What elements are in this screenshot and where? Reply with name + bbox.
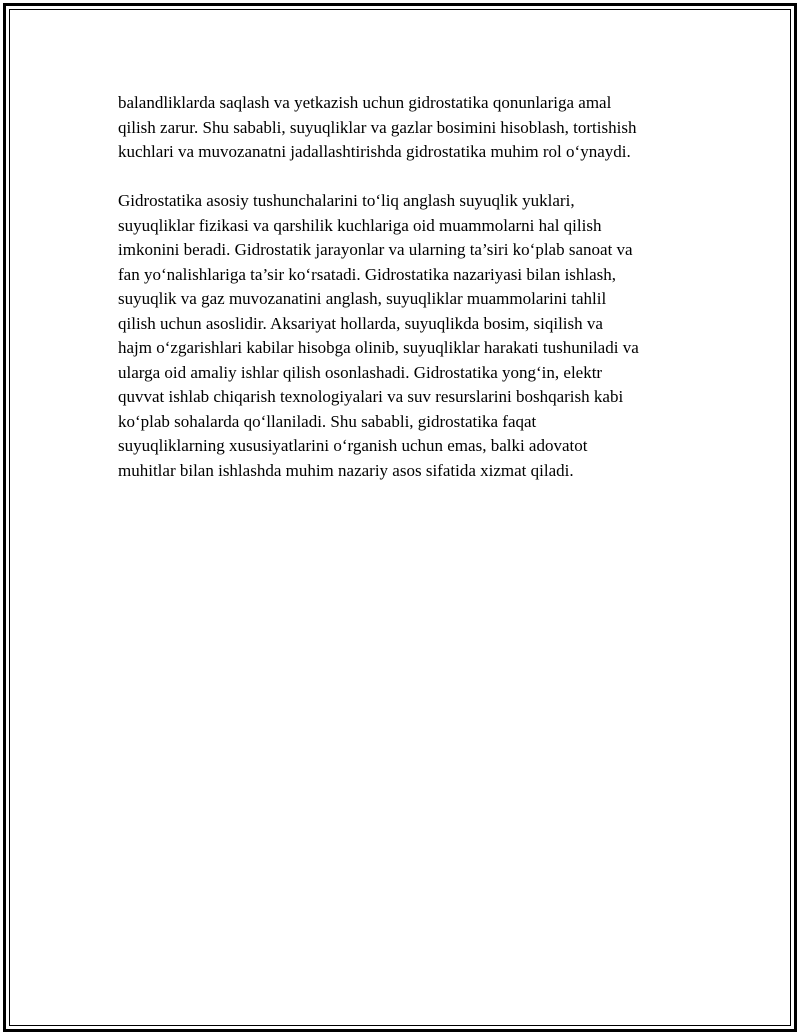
text-line: suyuqlik va gaz muvozanatini anglash, suyuqliklar muammolarini tahlil <box>118 289 607 308</box>
text-line: qilish uchun asoslidir. Aksariyat hollarda, suyuqlikda bosim, siqilish va <box>118 313 603 333</box>
text-line: ko‘plab sohalarda qo‘llaniladi. Shu sababli, gidrostatika faqat <box>118 411 537 431</box>
text-line: hajm o‘zgarishlari kabilar hisobga olinib, suyuqliklar harakati tushuniladi va <box>118 338 639 357</box>
text-line: suyuqliklar fizikasi va qarshilik kuchlariga oid muammolarni hal qilish <box>118 215 602 235</box>
paragraph-2 <box>118 189 698 483</box>
text-line: imkonini beradi. Gidrostatik jarayonlar va ularning ta’siri ko‘plab sanoat va <box>118 240 633 259</box>
text-line: balandliklarda saqlash va yetkazish uchun gidrostatika qonunlariga amal <box>118 93 612 112</box>
paragraph-1 <box>118 91 698 165</box>
text-line: fan yo‘nalishlariga ta’sir ko‘rsatadi. Gidrostatika nazariyasi bilan ishlash, <box>118 264 617 284</box>
document-body <box>118 91 698 483</box>
text-line: quvvat ishlab chiqarish texnologiyalari va suv resurslarini boshqarish kabi <box>118 387 624 406</box>
text-line: ularga oid amaliy ishlar qilish osonlashadi. Gidrostatika yong‘in, elektr <box>118 362 603 382</box>
text-line: qilish zarur. Shu sababli, suyuqliklar va gazlar bosimini hisoblash, tortishish <box>118 117 637 137</box>
text-line: muhitlar bilan ishlashda muhim nazariy asos sifatida xizmat qiladi. <box>118 460 574 480</box>
text-line: Gidrostatika asosiy tushunchalarini to‘liq anglash suyuqlik yuklari, <box>118 191 575 210</box>
text-line: kuchlari va muvozanatni jadallashtirishda gidrostatika muhim rol o‘ynaydi. <box>118 142 631 161</box>
text-line: suyuqliklarning xususiyatlarini o‘rganish uchun emas, balki adovatot <box>118 436 588 455</box>
